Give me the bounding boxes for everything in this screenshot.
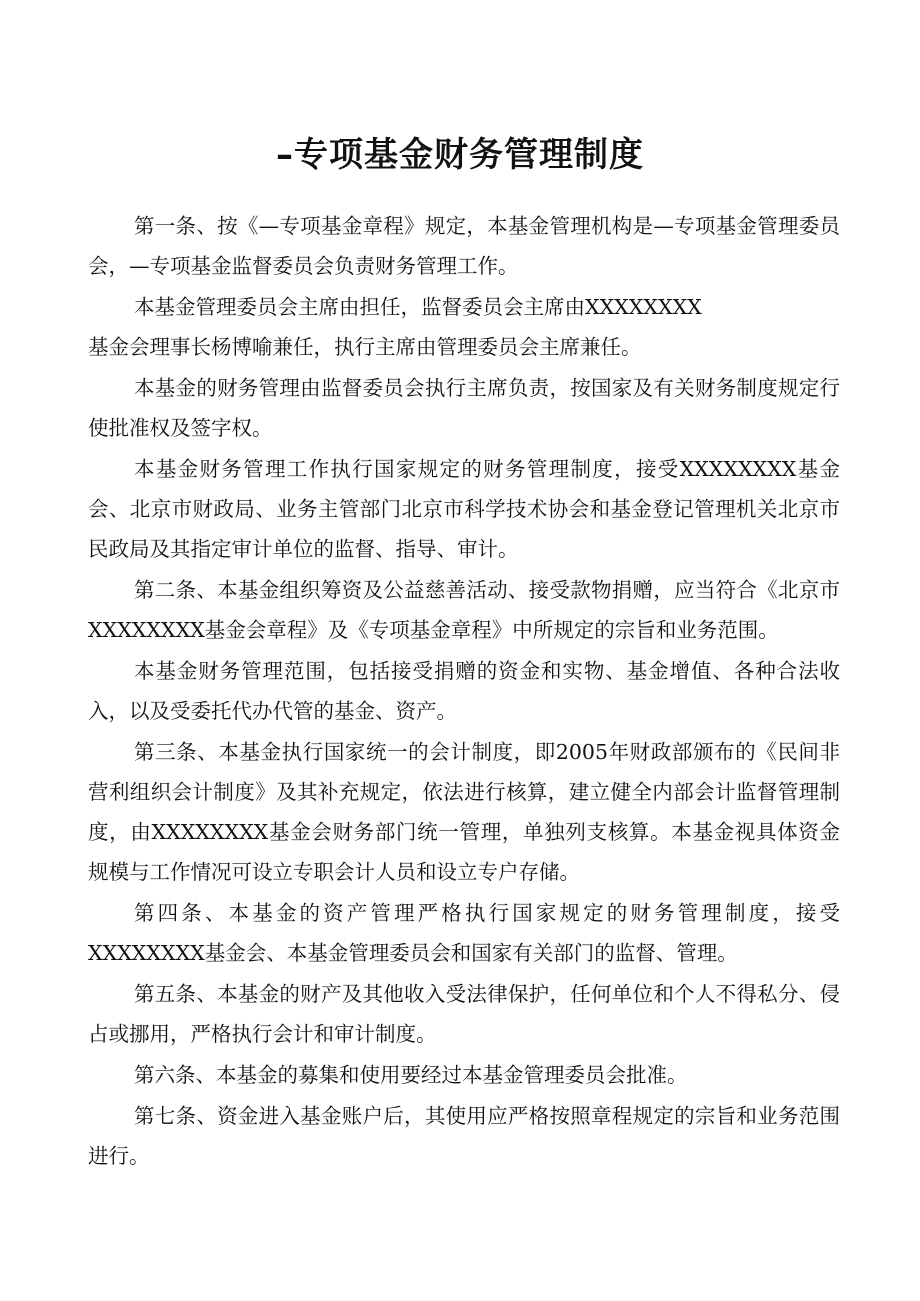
- scope-paragraph: 本基金财务管理范围，包括接受捐赠的资金和实物、基金增值、各种合法收入，以及受委托代办代管的基金、资产。: [88, 659, 840, 723]
- document-body: [88, 206, 840, 1176]
- document-title: –专项基金财务管理制度: [276, 135, 644, 175]
- article-7-paragraph: 第七条、资金进入基金账户后，其使用应严格按照章程规定的宗旨和业务范围进行。: [88, 1104, 840, 1168]
- article-2-paragraph: 第二条、本基金组织筹资及公益慈善活动、接受款物捐赠，应当符合《北京市XXXXXXXX基金会章程》及《专项基金章程》中所规定的宗旨和业务范围。: [88, 578, 840, 642]
- article-5-paragraph: 第五条、本基金的财产及其他收入受法律保护，任何单位和个人不得私分、侵占或挪用，严格执行会计和审计制度。: [88, 982, 840, 1046]
- article-6-paragraph: 第六条、本基金的募集和使用要经过本基金管理委员会批准。: [134, 1063, 688, 1087]
- supervision-paragraph: 本基金财务管理工作执行国家规定的财务管理制度，接受XXXXXXXX基金会、北京市财政局、业务主管部门北京市科学技术协会和基金登记管理机关北京市民政局及其指定审计单位的监督、指导、审计。: [88, 457, 840, 561]
- article-3-paragraph: 第三条、本基金执行国家统一的会计制度，即2005年财政部颁布的《民间非营利组织会计制度》及其补充规定，依法进行核算，建立健全内部会计监督管理制度，由XXXXXXXX基金会财务部门统一管理，单独列支核算。本基金视具体资金规模与工作情况可设立专职会计人员和设立专户存储。: [88, 740, 840, 884]
- article-4-paragraph: 第四条、本基金的资产管理严格执行国家规定的财务管理制度，接受XXXXXXXX基金会、本基金管理委员会和国家有关部门的监督、管理。: [88, 901, 840, 965]
- article-1-paragraph: 第一条、按《—专项基金章程》规定，本基金管理机构是—专项基金管理委员会，—专项基金监督委员会负责财务管理工作。: [88, 214, 840, 278]
- financial-authority-paragraph: 本基金的财务管理由监督委员会执行主席负责，按国家及有关财务制度规定行使批准权及签字权。: [88, 376, 840, 440]
- committee-chair-paragraph: 本基金管理委员会主席由担任，监督委员会主席由XXXXXXXX 基金会理事长杨博喻兼任，执行主席由管理委员会主席兼任。: [88, 295, 702, 359]
